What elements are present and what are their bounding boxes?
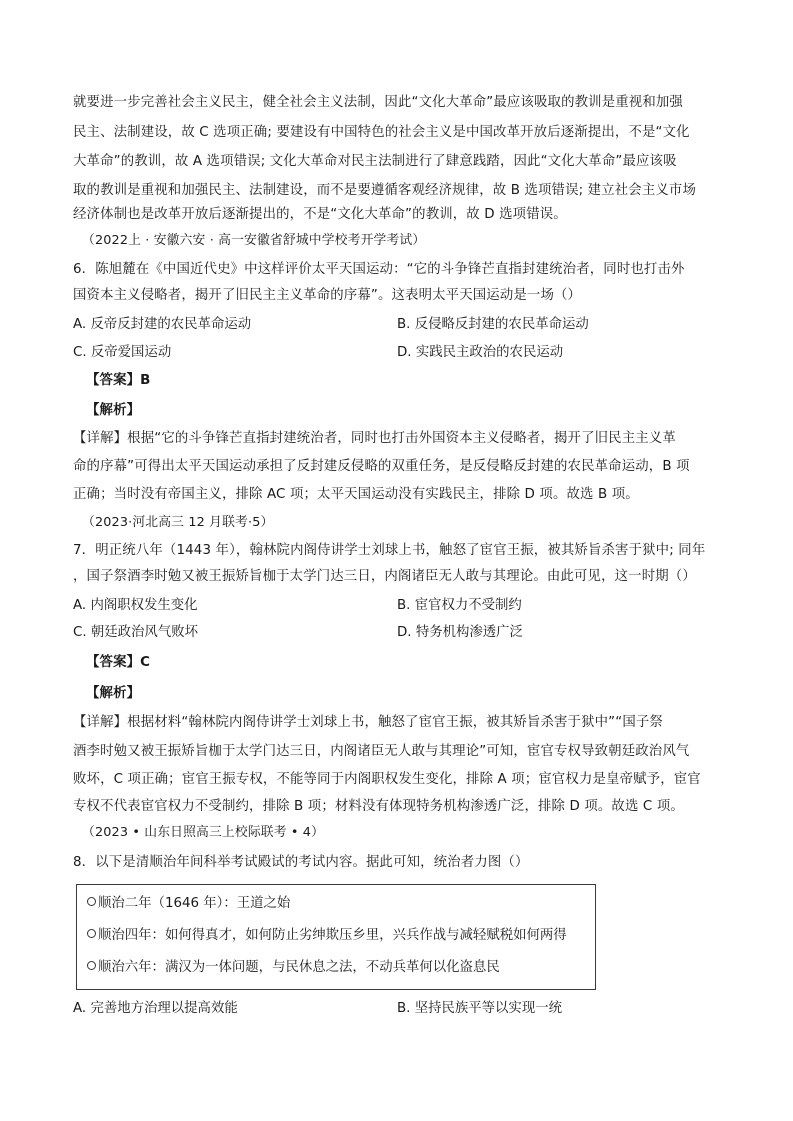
q8-table-row: 顺治二年（1646 年）：王道之始 [87,893,290,915]
q6-detail-line: 正确；当时没有帝国主义，排除 AC 项；太平天国运动没有实践民主，排除 D 项。故选 B 项。 [73,487,639,502]
q6-stem-line: 6．陈旭麓在《中国近代史》中这样评价太平天国运动：“它的斗争锋芒直指封建统治者，同时也打击外 [73,262,685,277]
q7-detail-line: 败坏，C 项正确；宦官王振专权，不能等同于内阁职权发生变化，排除 A 项；宦官权力是皇帝赋予，宦官 [73,772,701,787]
circle-bullet-icon [87,961,96,970]
circle-bullet-icon [87,929,96,938]
q7-stem-line: ，国子祭酒李时勉又被王振矫旨枷于太学门达三日，内阁诸臣无人敢与其理论。由此可见，这一时期（） [73,569,696,584]
q8-stem-line: 8．以下是清顺治年间科举考试殿试的考试内容。据此可知，统治者力图（） [73,855,529,870]
intro-line: 经济体制也是改革开放后逐渐提出的，不是“文化大革命”的教训，故 D 选项错误。 [73,207,567,222]
q6-analysis-label: 【解析】 [86,403,141,418]
q6-option-a: A. 反帝反封建的农民革命运动 [73,317,252,332]
q7-analysis-label: 【解析】 [86,686,141,701]
q7-option-c: C. 朝廷政治风气败坏 [73,625,198,640]
q8-material-table [76,884,596,990]
q7-source: （2023·河北高三 12 月联考·5） [82,515,274,530]
q7-stem-line: 7．明正统八年（1443 年），翰林院内阁侍讲学士刘球上书，触怒了宦官王振，被其矫旨杀害于狱中; 同年 [73,543,706,558]
q7-option-d: D. 特务机构渗透广泛 [397,625,523,640]
q7-detail-line: 专权不代表宦官权力不受制约，排除 B 项；材料没有体现特务机构渗透广泛，排除 D 项。故选 C 项。 [73,799,684,814]
intro-line: 大革命”的教训，故 A 选项错误; 文化大革命对民主法制进行了肆意践踏，因此“文化大革命”最应该吸 [73,154,677,169]
q8-table-row: 顺治六年：满汉为一体问题，与民休息之法，不动兵革何以化盗息民 [87,957,500,979]
q6-detail-line: 命的序幕”可得出太平天国运动承担了反封建反侵略的双重任务，是反侵略反封建的农民革命运动，B 项 [73,459,690,474]
q7-answer: 【答案】C [86,655,151,670]
q7-detail-line: 【详解】根据材料“翰林院内阁侍讲学士刘球上书，触怒了宦官王振，被其矫旨杀害于狱中”“国子祭 [73,715,663,730]
q6-stem-line: 国资本主义侵略者，揭开了旧民主主义革命的序幕”。这表明太平天国运动是一场（） [73,288,582,303]
q6-answer: 【答案】B [86,373,151,388]
q6-detail-line: 【详解】根据“它的斗争锋芒直指封建统治者，同时也打击外国资本主义侵略者，揭开了旧民主主义革 [73,431,676,446]
q8-source: （2023 • 山东日照高三上校际联考 • 4） [82,825,325,840]
intro-line: 民主、法制建设，故 C 选项正确; 要建设有中国特色的社会主义是中国改革开放后逐渐提出，不是“文化 [73,125,690,140]
q6-option-d: D. 实践民主政治的农民运动 [397,345,564,360]
intro-line: 取的教训是重视和加强民主、法制建设，而不是要遵循客观经济规律，故 B 选项错误; 建立社会主义市场 [73,183,697,198]
q8-table-row: 顺治四年：如何得真才，如何防止劣绅欺压乡里，兴兵作战与减轻赋税如何两得 [87,925,567,947]
q7-option-a: A. 内阁职权发生变化 [73,598,198,613]
q8-option-b: B. 坚持民族平等以实现一统 [397,1001,562,1016]
intro-line: 就要进一步完善社会主义民主，健全社会主义法制，因此“文化大革命”最应该吸取的教训是重视和加强 [73,95,683,110]
q6-option-b: B. 反侵略反封建的农民革命运动 [397,317,589,332]
q7-detail-line: 酒李时勉又被王振矫旨枷于太学门达三日，内阁诸臣无人敢与其理论”可知，宦官专权导致朝廷政治风气 [73,744,690,759]
q6-option-c: C. 反帝爱国运动 [73,345,172,360]
q6-source: （2022上 · 安徽六安 · 高一安徽省舒城中学校考开学考试） [82,233,426,248]
q8-option-a: A. 完善地方治理以提高效能 [73,1001,238,1016]
circle-bullet-icon [87,897,96,906]
q7-option-b: B. 宦官权力不受制约 [397,598,522,613]
